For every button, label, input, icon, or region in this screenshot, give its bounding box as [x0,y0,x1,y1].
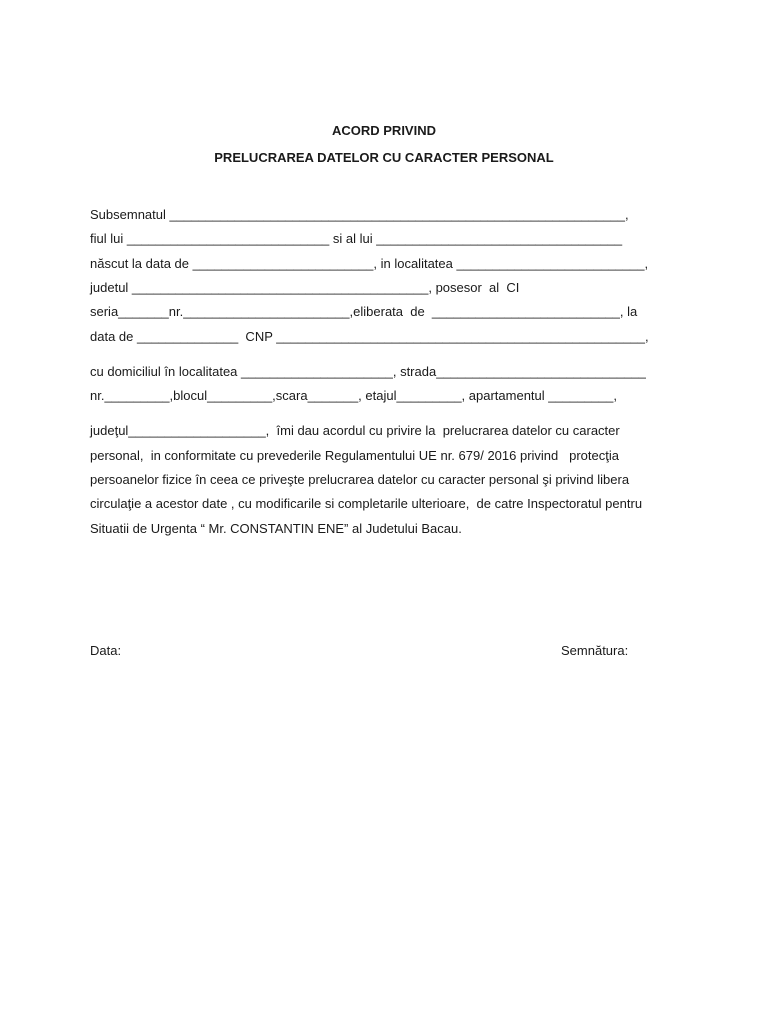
form-line-address-details: nr._________,blocul_________,scara_______, etajul_________, apartamentul _________, [90,388,617,403]
consent-line: judeţul___________________, îmi dau acordul cu privire la prelucrarea datelor cu caracter [90,423,620,438]
document-title: ACORD PRIVIND [331,123,436,138]
signature-label: Semnătura: [561,643,629,658]
date-label: Data: [90,643,122,658]
form-line-parents: fiul lui ____________________________ si al lui __________________________________ [90,231,623,246]
form-line-cnp: data de ______________ CNP ___________________________________________________, [90,329,649,344]
consent-line: circulaţie a acestor date , cu modificarile si completarile ulterioare, de catre Inspectoratul pentru [90,496,643,511]
document-subtitle: PRELUCRAREA DATELOR CU CARACTER PERSONAL [214,150,554,165]
form-line-id-series: seria_______nr._______________________,eliberata de __________________________, la [90,304,638,319]
form-line-address: cu domiciliul în localitatea _____________________, strada_____________________________ [90,364,646,379]
consent-line: Situatii de Urgenta “ Mr. CONSTANTIN ENE” al Judetului Bacau. [90,521,462,536]
consent-line: persoanelor fizice în ceea ce priveşte prelucrarea datelor cu caracter personal şi privind libera [90,472,630,487]
form-line-birth: născut la data de _________________________, in localitatea __________________________, [90,256,649,271]
form-line-name: Subsemnatul _______________________________________________________________, [90,207,629,222]
form-line-county: judetul _________________________________________, posesor al CI [90,280,520,295]
consent-line: personal, in conformitate cu prevederile Regulamentului UE nr. 679/ 2016 privind protecţia [90,448,619,463]
